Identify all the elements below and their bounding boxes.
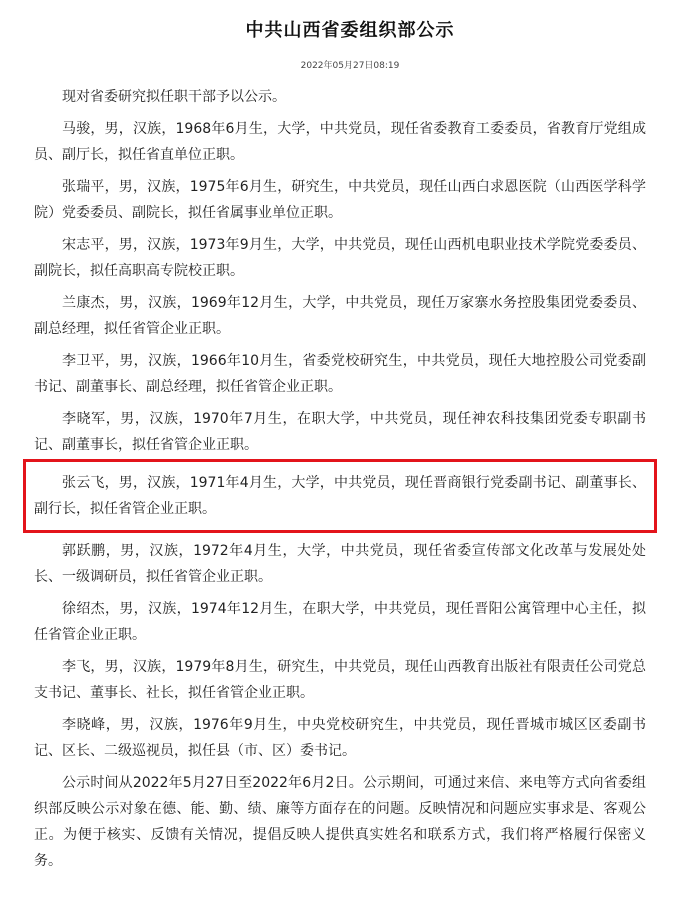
candidate-paragraph: 李晓军，男，汉族，1970年7月生，在职大学，中共党员，现任神农科技集团党委专职副书记、副董事长，拟任省管企业正职。 [34, 411, 646, 453]
candidate-paragraph: 马骏，男，汉族，1968年6月生，大学，中共党员，现任省委教育工委委员，省教育厅党组成员、副厅长，拟任省直单位正职。 [34, 121, 646, 163]
candidate-paragraph: 张瑞平，男，汉族，1975年6月生，研究生，中共党员，现任山西白求恩医院（山西医学科学院）党委委员、副院长，拟任省属事业单位正职。 [34, 179, 646, 221]
page-title: 中共山西省委组织部公示 [245, 20, 455, 41]
candidate-paragraph: 徐绍杰，男，汉族，1974年12月生，在职大学，中共党员，现任晋阳公寓管理中心主任，拟任省管企业正职。 [34, 601, 646, 643]
publish-date: 2022年05月27日08:19 [300, 61, 400, 71]
intro-paragraph: 现对省委研究拟任职干部予以公示。 [62, 89, 286, 105]
candidate-paragraph: 宋志平，男，汉族，1973年9月生，大学，中共党员，现任山西机电职业技术学院党委委员、副院长，拟任高职高专院校正职。 [34, 237, 646, 279]
candidate-paragraph: 李卫平，男，汉族，1966年10月生，省委党校研究生，中共党员，现任大地控股公司党委副书记、副董事长、副总经理，拟任省管企业正职。 [34, 353, 646, 395]
notice-paragraph: 公示时间从2022年5月27日至2022年6月2日。公示期间，可通过来信、来电等方式向省委组织部反映公示对象在德、能、勤、绩、廉等方面存在的问题。反映情况和问题应实事求是、客观公正。为便于核实、反馈有关情况，提倡反映人提供真实姓名和联系方式，我们将严格履行保密义务。 [34, 775, 646, 869]
highlighted-candidate-paragraph: 张云飞，男，汉族，1971年4月生，大学，中共党员，现任晋商银行党委副书记、副董事长、副行长，拟任省管企业正职。 [34, 470, 646, 522]
candidate-paragraph: 兰康杰，男，汉族，1969年12月生，大学，中共党员，现任万家寨水务控股集团党委委员、副总经理，拟任省管企业正职。 [34, 295, 646, 337]
candidate-paragraph: 郭跃鹏，男，汉族，1972年4月生，大学，中共党员，现任省委宣传部文化改革与发展处处长、一级调研员，拟任省管企业正职。 [34, 543, 646, 585]
candidate-paragraph: 李晓峰，男，汉族，1976年9月生，中央党校研究生，中共党员，现任晋城市城区区委副书记、区长、二级巡视员，拟任县（市、区）委书记。 [34, 717, 646, 759]
candidate-paragraph: 李飞，男，汉族，1979年8月生，研究生，中共党员，现任山西教育出版社有限责任公司党总支书记、董事长、社长，拟任省管企业正职。 [34, 659, 646, 701]
document-body [34, 84, 646, 880]
